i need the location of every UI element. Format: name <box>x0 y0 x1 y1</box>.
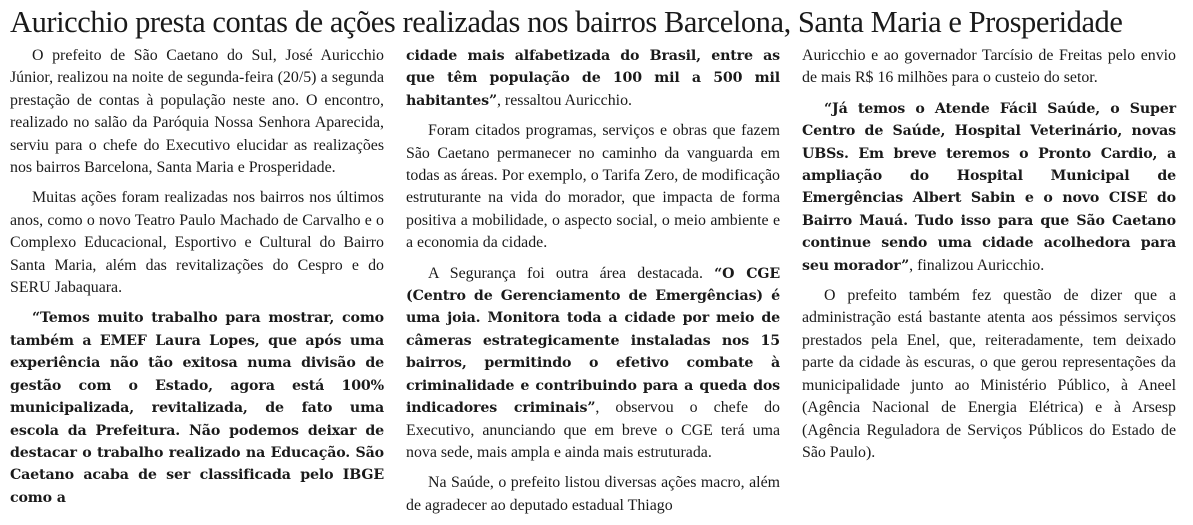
quote-text: cidade mais alfabetizada do Brasil, entre as que têm população de 100 mil a 500 mil habitantes” <box>406 48 780 109</box>
quote-text: “O CGE (Centro de Gerenciamento de Emergências) é uma joia. Monitora toda a cidade por meio de câmeras estrategicamente instaladas nos 15 bairros, permitindo o efetivo combate à criminalidade e contribuindo para a queda dos indicadores criminais” <box>406 265 781 417</box>
paragraph: O prefeito de São Caetano do Sul, José Auricchio Júnior, realizou na noite de segunda-feira (20/5) a segunda prestação de contas à população neste ano. O encontro, realizado no salão da Paróquia Nossa Senhora Aparecida, serviu para o chefe do Executivo elucidar as realizações nos bairros Barcelona, Santa Maria e Prosperidade. <box>10 47 384 177</box>
paragraph: Foram citados programas, serviços e obras que fazem São Caetano permanecer no caminho da vanguarda em todas as áreas. Por exemplo, o Tarifa Zero, de modificação estruturante na vida do morador, que impacta de forma positiva a mobilidade, o aspecto social, o meio ambiente e a economia da cidade. <box>406 122 780 252</box>
article-headline: Auricchio presta contas de ações realizadas nos bairros Barcelona, Santa Maria e Prosperidade <box>10 5 1123 39</box>
paragraph: O prefeito também fez questão de dizer que a administração está bastante atenta aos péssimos serviços prestados pela Enel, que, reiteradamente, tem deixado parte da cidade às escuras, o que gerou representações da municipalidade junto ao Ministério Público, à Aneel (Agência Nacional de Energia Elétrica) e à Arsesp (Agência Reguladora de Serviços Públicos do Estado de São Paulo). <box>802 287 1176 461</box>
article-columns <box>10 45 1185 525</box>
paragraph-continuation: Auricchio e ao governador Tarcísio de Freitas pelo envio de mais R$ 16 milhões para o custeio do setor. <box>802 47 1176 87</box>
column-1 <box>10 45 384 525</box>
paragraph: A Segurança foi outra área destacada. “O CGE (Centro de Gerenciamento de Emergências) é uma joia. Monitora toda a cidade por meio de câmeras estrategicamente instaladas nos 15 bairros, permitindo o efetivo combate à criminalidade e contribuindo para a queda dos indicadores criminais”, observou o chefe do Executivo, anunciando que em breve o CGE terá uma nova sede, mais ampla e ainda mais estruturada. <box>406 264 781 461</box>
quote-text: “Já temos o Atende Fácil Saúde, o Super Centro de Saúde, Hospital Veterinário, novas UBSs. Em breve teremos o Pronto Cardio, a ampliação do Hospital Municipal de Emergências Albert Sabin e o novo CISE do Bairro Mauá. Tudo isso para que São Caetano continue sendo uma cidade acolhedora para seu morador” <box>802 100 1176 274</box>
paragraph: Muitas ações foram realizadas nos bairros nos últimos anos, como o novo Teatro Paulo Machado de Carvalho e o Complexo Educacional, Esportivo e Cultural do Bairro Santa Maria, além das revitalizações do Cespro e do SERU Jabaquara. <box>10 189 384 297</box>
quote-text: “Temos muito trabalho para mostrar, como também a EMEF Laura Lopes, que após uma experiência não tão exitosa numa divisão de gestão com o Estado, agora está 100% municipalizada, revitalizada, de fato uma escola da Prefeitura. Não podemos deixar de destacar o trabalho realizado na Educação. São Caetano acaba de ser classificada pelo IBGE como a <box>10 310 384 506</box>
paragraph: Na Saúde, o prefeito listou diversas ações macro, além de agradecer ao deputado estadual Thiago <box>406 474 780 514</box>
quote-paragraph: “Já temos o Atende Fácil Saúde, o Super Centro de Saúde, Hospital Veterinário, novas UBSs. Em breve teremos o Pronto Cardio, a ampliação do Hospital Municipal de Emergências Albert Sabin e o novo CISE do Bairro Mauá. Tudo isso para que São Caetano continue sendo uma cidade acolhedora para seu morador”, finalizou Auricchio. <box>802 100 1176 274</box>
quote-paragraph <box>10 307 384 509</box>
column-3 <box>802 45 1176 525</box>
quote-continuation: cidade mais alfabetizada do Brasil, entre as que têm população de 100 mil a 500 mil habitantes”, ressaltou Auricchio. <box>406 48 780 109</box>
column-2 <box>406 45 780 525</box>
